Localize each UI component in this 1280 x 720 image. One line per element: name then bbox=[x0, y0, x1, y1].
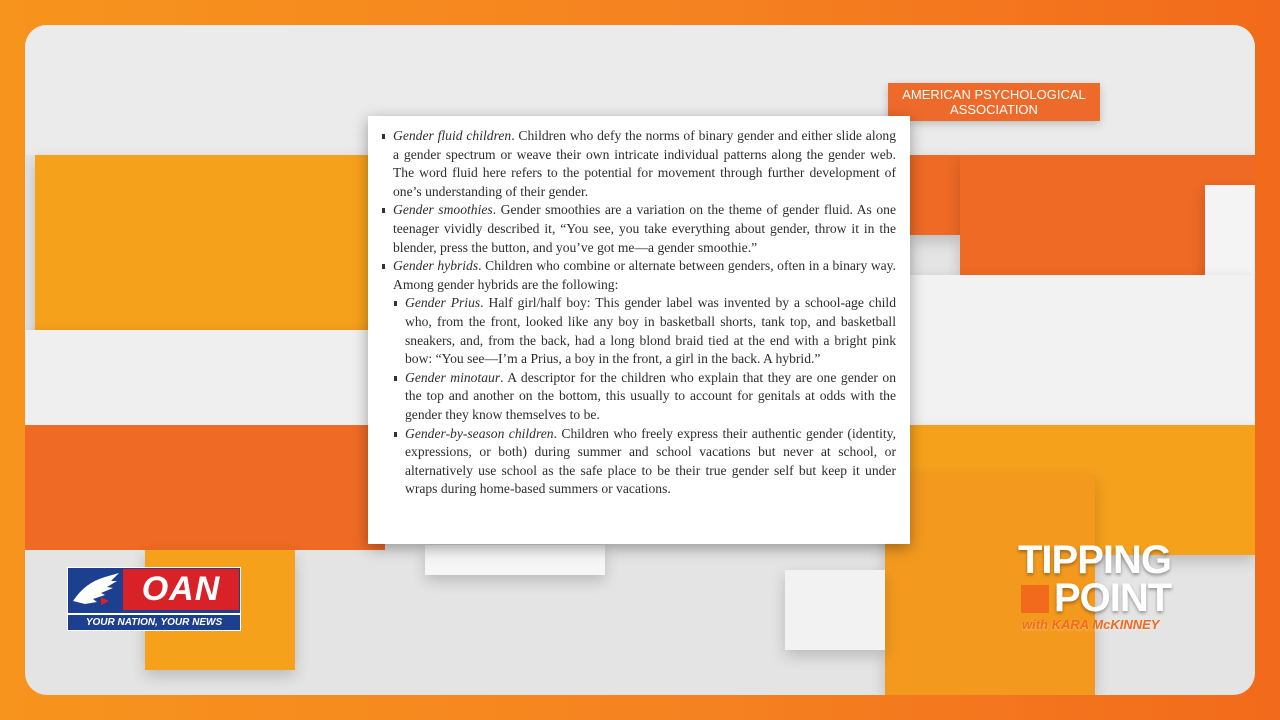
item-text: . Children who combine or alternate between genders, often in a binary way. Among gender hybrids are the following: bbox=[393, 258, 896, 292]
oan-wordmark: OAN bbox=[141, 570, 221, 608]
bg-orange-block-left bbox=[25, 425, 385, 550]
item-text: . Half girl/half boy: This gender label was invented by a school-age child who, from the front, looked like any boy in basketball shorts, tank top, and basketball sneakers, and, from the back, had a long blond braid tied at the end with a bright pink bow: “You see—I’m a Prius, a boy in the front, a girl in the back. A hybrid.” bbox=[405, 295, 896, 367]
show-title-line2: POINT bbox=[1054, 576, 1172, 620]
oan-tagline: YOUR NATION, YOUR NEWS bbox=[67, 614, 241, 631]
bg-white-block-right bbox=[910, 275, 1255, 425]
item-term: Gender smoothies bbox=[393, 202, 493, 218]
document-excerpt bbox=[368, 116, 910, 544]
show-title-line1: TIPPING bbox=[1018, 538, 1172, 582]
bg-orange-strip bbox=[910, 155, 960, 235]
logo-orange-square bbox=[1021, 585, 1049, 613]
item-term: Gender-by-season children bbox=[405, 425, 554, 441]
item-term: Gender fluid children bbox=[393, 128, 512, 143]
list-subitem bbox=[392, 294, 896, 368]
bg-white-block-left bbox=[25, 330, 385, 425]
bg-white-square-bottom bbox=[785, 570, 885, 650]
item-term: Gender Prius bbox=[405, 295, 481, 311]
item-text: . Children who defy the norms of binary gender and either slide along a gender spectrum or weave their own intricate individual patterns along the gender web. The word fluid here refers to the potential for movement through further development of one’s understanding of their gender. bbox=[393, 128, 896, 199]
list-subitem bbox=[392, 425, 896, 499]
show-host: with KARA McKINNEY bbox=[1022, 617, 1160, 632]
eagle-icon bbox=[71, 571, 121, 611]
item-text: . A descriptor for the children who explain that they are one gender on the top and another on the bottom, this usually to account for genitals at odds with the gender they know themselves to be. bbox=[405, 369, 896, 422]
list-item bbox=[380, 201, 896, 257]
item-text: . Children who freely express their authentic gender (identity, expressions, or both) during summer and school vacations but never at school, or alternatively use school as the safe place to be their true gender self but keep it under wraps during home-based summers or vacations. bbox=[405, 425, 896, 497]
item-term: Gender minotaur bbox=[405, 369, 501, 385]
list-item bbox=[380, 127, 896, 201]
apa-badge-text: AMERICAN PSYCHOLOGICAL ASSOCIATION bbox=[902, 87, 1086, 117]
apa-badge bbox=[888, 83, 1100, 121]
list-item bbox=[380, 257, 896, 294]
bg-yellow-block-left bbox=[35, 155, 385, 330]
bg-white-strip-bottom bbox=[425, 545, 605, 575]
bg-white-block-right-small bbox=[1205, 185, 1255, 285]
oan-logo bbox=[67, 567, 241, 631]
tipping-point-logo bbox=[1018, 538, 1208, 638]
item-term: Gender hybrids bbox=[393, 258, 479, 274]
list-subitem bbox=[392, 369, 896, 425]
item-text: . Gender smoothies are a variation on the theme of gender fluid. As one teenager vividly described it, “You see, you take everything about gender, throw it in the blender, press the button, and you’ve got me—a gender smoothie.” bbox=[393, 202, 896, 255]
